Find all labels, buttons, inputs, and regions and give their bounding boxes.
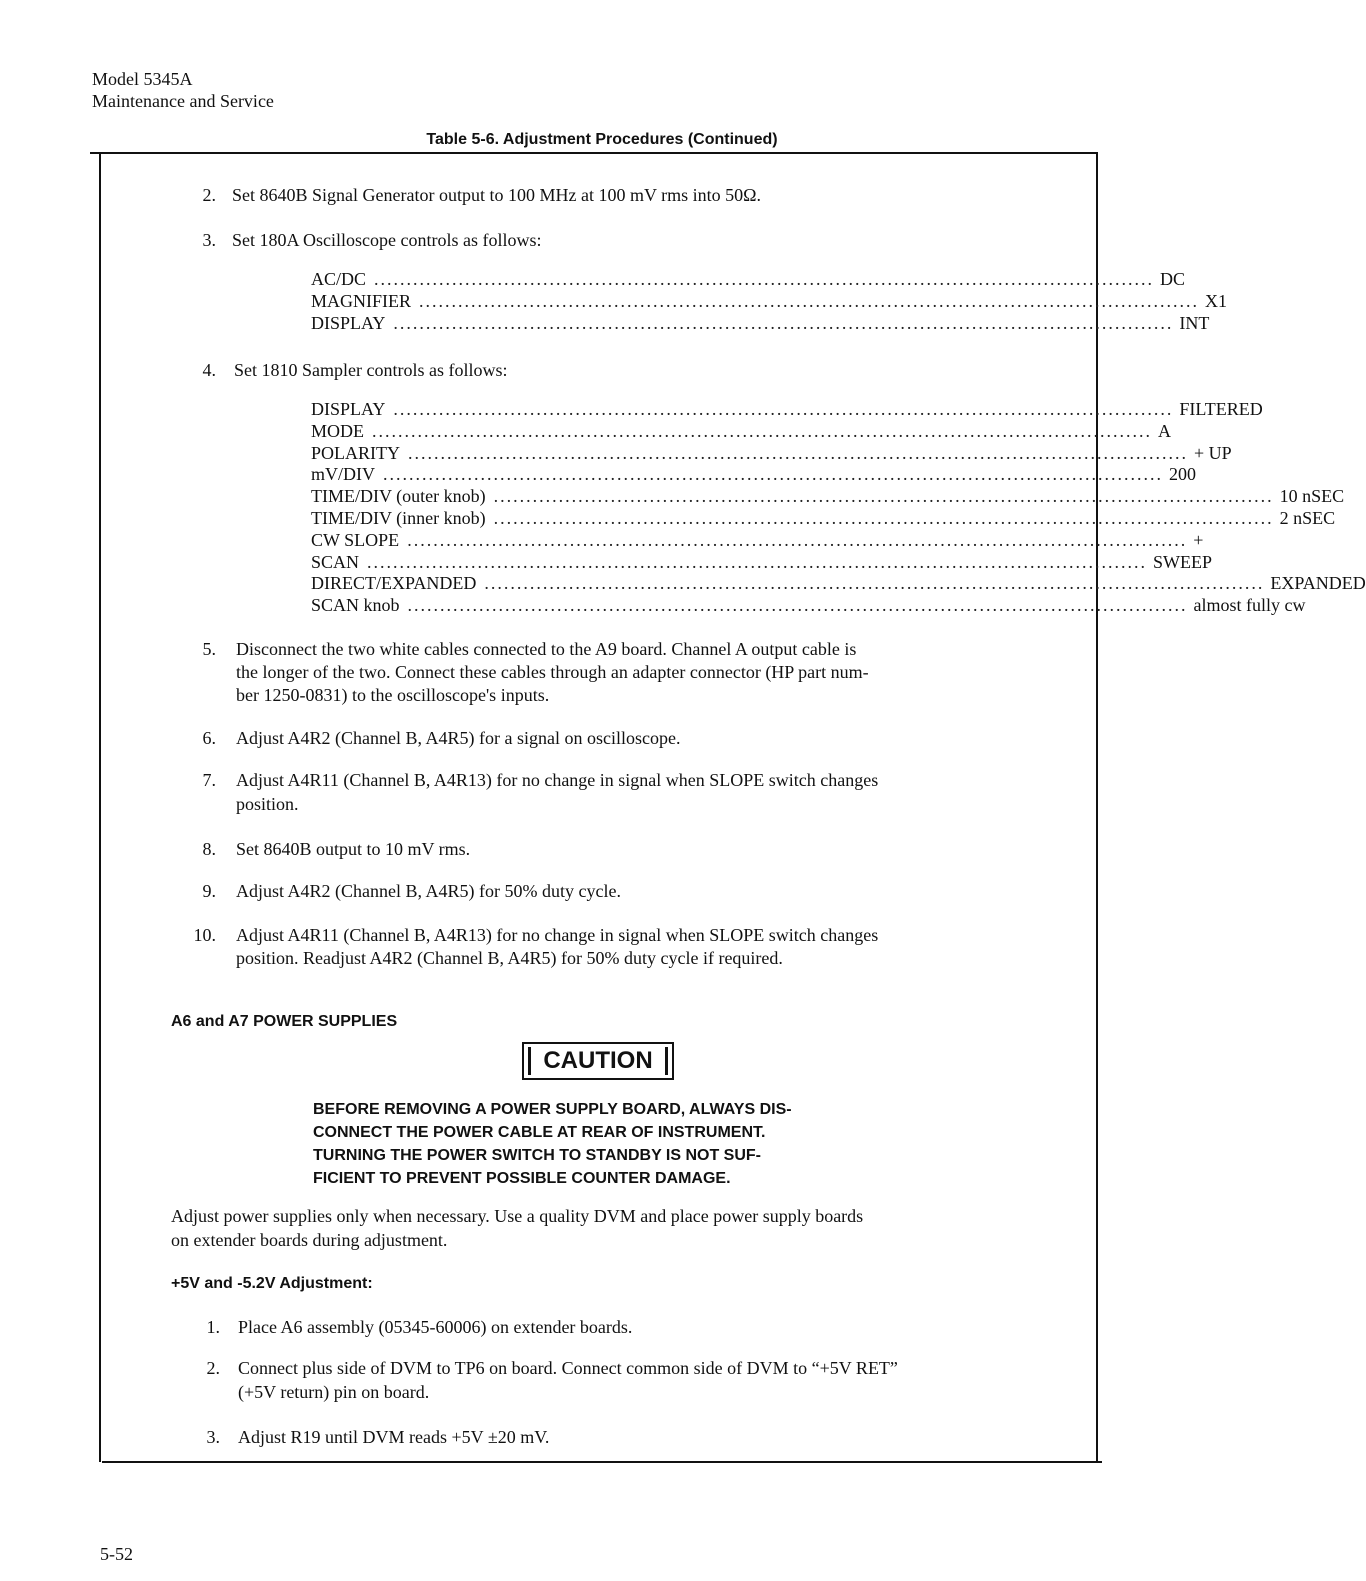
step-text: Set 180A Oscilloscope controls as follows:: [232, 230, 542, 250]
setting-value: almost fully cw: [1193, 595, 1306, 616]
setting-label: TIME/DIV (inner knob): [311, 507, 486, 528]
header-model: Model 5345A: [92, 69, 193, 89]
step-number: 3.: [202, 230, 216, 250]
setting-value: INT: [1179, 312, 1210, 333]
setting-value: + UP: [1194, 442, 1232, 463]
setting-row: SCAN knob ........................................................................................................................ almost fully cw: [311, 595, 1306, 616]
step-number: 8.: [202, 839, 216, 859]
setting-label: DISPLAY: [311, 312, 386, 333]
power-supply-paragraph: [171, 1204, 1051, 1252]
step-number: 3.: [206, 1427, 220, 1447]
step-text-line: Set 8640B output to 10 mV rms.: [236, 839, 471, 859]
step-text-line: Adjust A4R2 (Channel B, A4R5) for 50% duty cycle.: [236, 881, 621, 901]
setting-row: SCAN ........................................................................................................................ SWEEP: [311, 551, 1213, 572]
setting-value: EXPANDED: [1270, 573, 1366, 594]
step-text-line: Connect plus side of DVM to TP6 on board. Connect common side of DVM to “+5V RET”: [238, 1358, 898, 1378]
table-border-right: [1096, 152, 1098, 1462]
setting-value: FILTERED: [1179, 399, 1263, 419]
setting-label: DIRECT/EXPANDED: [311, 573, 477, 594]
setting-label: DISPLAY: [311, 399, 386, 419]
step-text-line: Adjust A4R11 (Channel B, A4R13) for no change in signal when SLOPE switch changes: [236, 770, 879, 790]
step-number: 2.: [202, 185, 216, 205]
step-text-line: Adjust A4R2 (Channel B, A4R5) for a signal on oscilloscope.: [236, 728, 681, 748]
caution-label: CAUTION: [522, 1042, 674, 1080]
caution-line: TURNING THE POWER SWITCH TO STANDBY IS NOT SUF-: [313, 1147, 761, 1164]
step-text-line: position.: [236, 794, 299, 814]
paragraph-line: on extender boards during adjustment.: [171, 1230, 448, 1250]
caution-line: CONNECT THE POWER CABLE AT REAR OF INSTRUMENT.: [313, 1124, 766, 1141]
setting-label: POLARITY: [311, 442, 400, 463]
step-number: 9.: [202, 881, 216, 901]
paragraph-line: Adjust power supplies only when necessary. Use a quality DVM and place power supply boards: [171, 1206, 864, 1226]
step-number: 5.: [202, 639, 216, 659]
table-title: Table 5-6. Adjustment Procedures (Continued): [426, 131, 778, 148]
setting-value: DC: [1160, 269, 1186, 289]
setting-label: MAGNIFIER: [311, 290, 412, 311]
setting-row: POLARITY ........................................................................................................................ + UP: [311, 442, 1232, 463]
setting-label: CW SLOPE: [311, 529, 400, 550]
step-text-line: Adjust A4R11 (Channel B, A4R13) for no change in signal when SLOPE switch changes: [236, 925, 879, 945]
step-number: 4.: [202, 360, 216, 380]
setting-value: X1: [1205, 290, 1228, 311]
setting-row: MODE ........................................................................................................................ A: [311, 420, 1171, 441]
setting-row: AC/DC ........................................................................................................................ DC: [311, 269, 1186, 289]
step-text-line: the longer of the two. Connect these cables through an adapter connector (HP part num-: [236, 662, 869, 682]
setting-label: MODE: [311, 420, 364, 441]
step-number: 7.: [202, 770, 216, 790]
setting-row: DIRECT/EXPANDED ........................................................................................................................ EXPANDED: [311, 573, 1366, 594]
setting-label: mV/DIV: [311, 464, 375, 485]
setting-value: 2 nSEC: [1279, 507, 1336, 528]
setting-value: SWEEP: [1153, 551, 1213, 572]
table-border-left: [99, 152, 101, 1462]
setting-row: mV/DIV ........................................................................................................................ 200: [311, 464, 1196, 485]
step-text-line: Place A6 assembly (05345-60006) on extender boards.: [238, 1317, 633, 1337]
step-number: 1.: [206, 1317, 220, 1337]
setting-value: +: [1193, 529, 1204, 550]
setting-row: DISPLAY ........................................................................................................................ INT: [311, 312, 1210, 333]
header-section: Maintenance and Service: [92, 91, 274, 111]
setting-row: MAGNIFIER ........................................................................................................................ X1: [311, 290, 1228, 311]
table-border-bottom: [102, 1461, 1102, 1463]
step-text-line: Adjust R19 until DVM reads +5V ±20 mV.: [238, 1427, 550, 1447]
caution-text: [313, 1098, 891, 1190]
setting-row: TIME/DIV (outer knob) ........................................................................................................................ 10 nSEC: [311, 486, 1345, 507]
step-text-line: (+5V return) pin on board.: [238, 1382, 430, 1402]
step-number: 6.: [202, 728, 216, 748]
caution-line: BEFORE REMOVING A POWER SUPPLY BOARD, ALWAYS DIS-: [313, 1101, 792, 1118]
section-heading: A6 and A7 POWER SUPPLIES: [171, 1013, 398, 1030]
step-text-line: Disconnect the two white cables connected to the A9 board. Channel A output cable is: [236, 639, 857, 659]
setting-row: TIME/DIV (inner knob) ........................................................................................................................ 2 nSEC: [311, 507, 1336, 528]
setting-row: CW SLOPE ........................................................................................................................ +: [311, 529, 1204, 550]
step-number: 10.: [193, 925, 216, 945]
step-text-line: ber 1250-0831) to the oscilloscope's inputs.: [236, 685, 550, 705]
caution-line: FICIENT TO PREVENT POSSIBLE COUNTER DAMAGE.: [313, 1170, 731, 1187]
sampler-settings-list: [311, 399, 1366, 617]
setting-label: TIME/DIV (outer knob): [311, 486, 486, 507]
step-text: Set 8640B Signal Generator output to 100 MHz at 100 mV rms into 50Ω.: [232, 185, 762, 205]
table-border-top: [90, 152, 1098, 154]
setting-label: SCAN: [311, 551, 360, 572]
setting-value: 10 nSEC: [1279, 486, 1345, 507]
setting-label: AC/DC: [311, 269, 367, 289]
sub-heading: +5V and -5.2V Adjustment:: [171, 1275, 373, 1292]
step-number: 2.: [206, 1358, 220, 1378]
setting-label: SCAN knob: [311, 595, 400, 616]
setting-row: DISPLAY ........................................................................................................................ FILTERED: [311, 399, 1263, 419]
page-number: 5-52: [100, 1544, 133, 1564]
step-text-line: position. Readjust A4R2 (Channel B, A4R5) for 50% duty cycle if required.: [236, 948, 783, 968]
setting-value: A: [1158, 420, 1171, 441]
setting-value: 200: [1169, 464, 1196, 485]
step-text: Set 1810 Sampler controls as follows:: [234, 360, 508, 380]
oscilloscope-settings-list: [311, 269, 1228, 334]
